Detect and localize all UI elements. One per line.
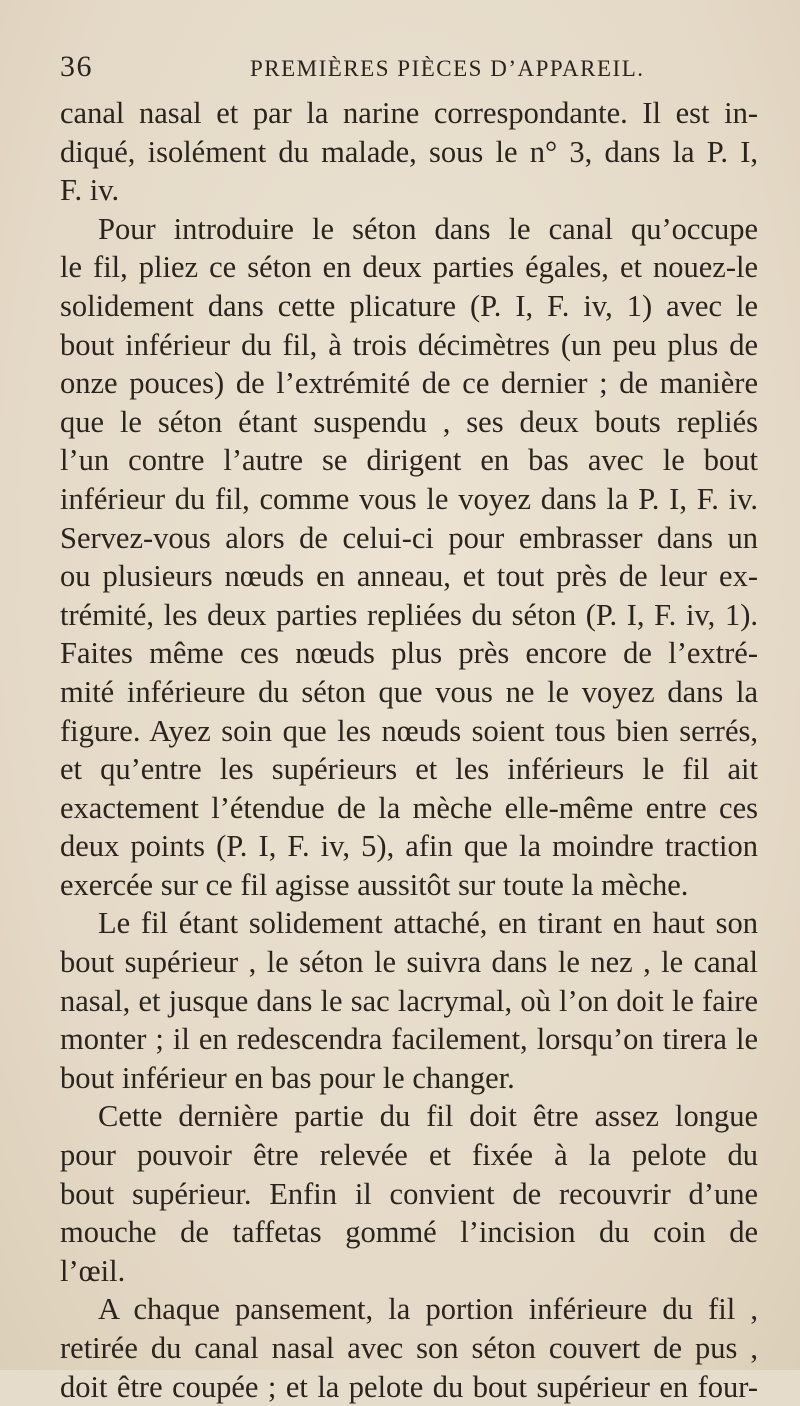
text-line: que le séton étant suspendu , ses deux bouts repliés	[60, 404, 758, 439]
text-line: doit être coupée ; et la pelote du bout supérieur en four-	[60, 1369, 758, 1404]
text-line: solidement dans cette plicature (P. I, F. iv, 1) avec le	[60, 288, 758, 323]
text-line: ou plusieurs nœuds en anneau, et tout près de leur ex-	[60, 559, 758, 594]
text-line: bout inférieur du fil, à trois décimètres (un peu plus de	[60, 327, 758, 362]
text-line: bout supérieur , le séton le suivra dans le nez , le canal	[60, 945, 758, 980]
text-line: exactement l’étendue de la mèche elle-même entre ces	[60, 790, 758, 825]
text-line: trémité, les deux parties repliées du séton (P. I, F. iv, 1).	[60, 597, 758, 632]
text-line: mouche de taffetas gommé l’incision du coin de	[60, 1215, 758, 1250]
text-line: deux points (P. I, F. iv, 5), afin que la moindre traction	[60, 829, 758, 864]
text-line	[60, 210, 758, 249]
body-text	[60, 94, 758, 1406]
running-head	[60, 50, 758, 90]
text-line: onze pouces) de l’extrémité de ce dernier ; de manière	[60, 366, 758, 401]
text-line: nasal, et jusque dans le sac lacrymal, où l’on doit le faire	[60, 983, 758, 1018]
text-line: pour pouvoir être relevée et fixée à la pelote du	[60, 1138, 758, 1173]
text-line: monter ; il en redescendra facilement, lorsqu’on tirera le	[60, 1022, 758, 1057]
text-line: exercée sur ce fil agisse aussitôt sur toute la mèche.	[60, 867, 689, 902]
text-line: Faites même ces nœuds plus près encore de l’extré-	[60, 636, 758, 671]
text-line: inférieur du fil, comme vous le voyez dans la P. I, F. iv.	[60, 481, 758, 516]
text-line: figure. Ayez soin que les nœuds soient tous bien serrés,	[60, 713, 758, 748]
text-line-content: Pour introduire le séton dans le canal qu’occupe	[98, 211, 758, 246]
text-line: l’un contre l’autre se dirigent en bas avec le bout	[60, 443, 758, 478]
text-line: diqué, isolément du malade, sous le n° 3, dans la P. I,	[60, 134, 758, 169]
text-line: le fil, pliez ce séton en deux parties égales, et nouez-le	[60, 250, 758, 285]
running-head-title: PREMIÈRES PIÈCES D’APPAREIL.	[250, 56, 645, 81]
text-line	[60, 1290, 758, 1329]
text-line-content: A chaque pansement, la portion inférieure du fil ,	[98, 1292, 758, 1327]
text-line: mité inférieure du séton que vous ne le voyez dans la	[60, 674, 758, 709]
text-line: F. iv.	[60, 173, 120, 208]
text-line: et qu’entre les supérieurs et les inférieurs le fil ait	[60, 752, 758, 787]
text-line: l’œil.	[60, 1253, 126, 1288]
text-line-content: Cette dernière partie du fil doit être assez longue	[98, 1099, 758, 1134]
page-number: 36	[60, 50, 93, 83]
text-line: retirée du canal nasal avec son séton couvert de pus ,	[60, 1331, 758, 1365]
text-line: canal nasal et par la narine correspondante. Il est in-	[60, 96, 758, 130]
text-line	[60, 1097, 758, 1136]
text-line: bout supérieur. Enfin il convient de recouvrir d’une	[60, 1176, 758, 1211]
text-line: bout inférieur en bas pour le changer.	[60, 1060, 515, 1095]
text-line: Servez-vous alors de celui-ci pour embrasser dans un	[60, 520, 758, 555]
text-line-content: Le fil étant solidement attaché, en tirant en haut son	[98, 906, 758, 941]
text-line	[60, 904, 758, 943]
